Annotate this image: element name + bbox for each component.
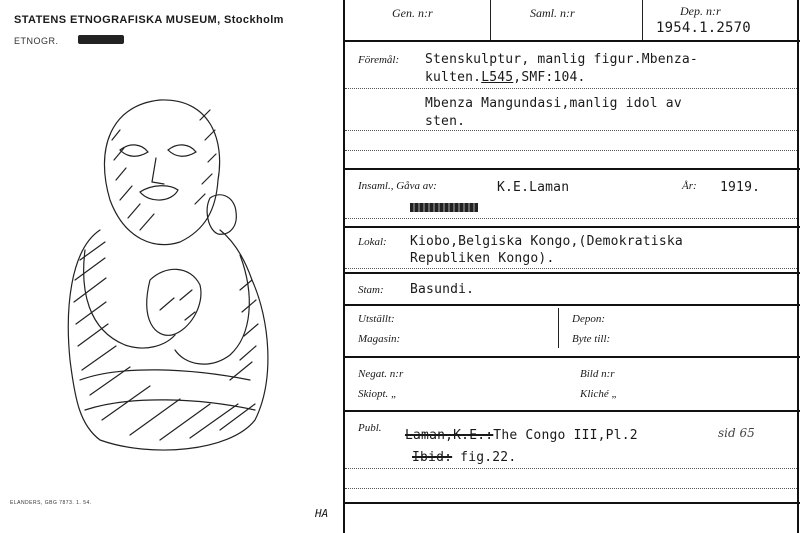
foremal-label: Föremål: bbox=[358, 54, 400, 66]
sculpture-drawing bbox=[40, 80, 310, 460]
department-label: ETNOGR. bbox=[14, 36, 59, 46]
handwritten-page-note: sid 65 bbox=[718, 426, 755, 440]
bild-label: Bild n:r bbox=[580, 368, 615, 380]
foremal-line-3: Mbenza Mangundasi,manlig idol av bbox=[425, 96, 682, 111]
publ-line-2: Ibid: fig.22. bbox=[412, 450, 517, 465]
insaml-value: K.E.Laman bbox=[497, 180, 570, 195]
printer-credit: ELANDERS, GBG 7873. 1. 54. bbox=[10, 500, 92, 506]
museum-name: STATENS ETNOGRAFISKA MUSEUM, Stockholm bbox=[14, 14, 284, 26]
foremal-line-2: kulten.L545,SMF:104. bbox=[425, 70, 586, 85]
negat-rule bbox=[345, 410, 800, 412]
foremal-line-4: sten. bbox=[425, 114, 466, 129]
right-eye bbox=[168, 145, 196, 156]
storage-rule bbox=[345, 356, 800, 358]
magasin-label: Magasin: bbox=[358, 333, 401, 345]
negat-label: Negat. n:r bbox=[358, 368, 404, 380]
year-label: År: bbox=[682, 180, 697, 192]
left-eye bbox=[120, 145, 148, 156]
saml-label: Saml. n:r bbox=[530, 6, 575, 20]
raised-hand bbox=[207, 195, 236, 234]
redaction-blot bbox=[78, 35, 124, 44]
header-divider-1 bbox=[490, 0, 491, 40]
bottom-rule bbox=[345, 502, 800, 504]
lokal-label: Lokal: bbox=[358, 236, 387, 248]
dep-label: Dep. n:r bbox=[680, 4, 721, 18]
storage-divider bbox=[558, 308, 559, 348]
card-left-border bbox=[343, 0, 345, 533]
skiopt-label: Skiopt. „ bbox=[358, 388, 398, 400]
byte-label: Byte till: bbox=[572, 333, 611, 345]
dep-number: 1954.1.2570 bbox=[656, 20, 751, 36]
foremal-rule bbox=[345, 168, 800, 170]
nose bbox=[152, 158, 164, 184]
legs bbox=[80, 370, 255, 410]
left-arm bbox=[84, 250, 175, 348]
stam-label: Stam: bbox=[358, 284, 384, 296]
publ-line-1: Laman,K.E.:The Congo III,Pl.2 bbox=[405, 428, 638, 443]
depon-label: Depon: bbox=[572, 313, 605, 325]
stam-rule bbox=[345, 304, 800, 306]
publ-label: Publ. bbox=[358, 422, 382, 434]
card-right-border bbox=[797, 0, 799, 533]
kliche-label: Kliché „ bbox=[580, 388, 618, 400]
stam-value: Basundi. bbox=[410, 282, 475, 297]
header-divider-2 bbox=[642, 0, 643, 40]
struck-out-word bbox=[410, 203, 478, 212]
header-rule bbox=[345, 40, 800, 42]
year-value: 1919. bbox=[720, 180, 761, 195]
mouth bbox=[140, 186, 178, 200]
chest-hands bbox=[147, 269, 201, 335]
insaml-label: Insaml., Gåva av: bbox=[358, 180, 437, 192]
lokal-line-1: Kiobo,Belgiska Kongo,(Demokratiska bbox=[410, 234, 683, 249]
gen-label: Gen. n:r bbox=[392, 6, 433, 20]
foremal-line-1: Stenskulptur, manlig figur.Mbenza- bbox=[425, 52, 698, 67]
utstallt-label: Utställt: bbox=[358, 313, 395, 325]
lokal-rule bbox=[345, 272, 800, 274]
lokal-line-2: Republiken Kongo). bbox=[410, 251, 555, 266]
handwritten-initials: HA bbox=[315, 507, 329, 520]
insaml-rule bbox=[345, 226, 800, 228]
